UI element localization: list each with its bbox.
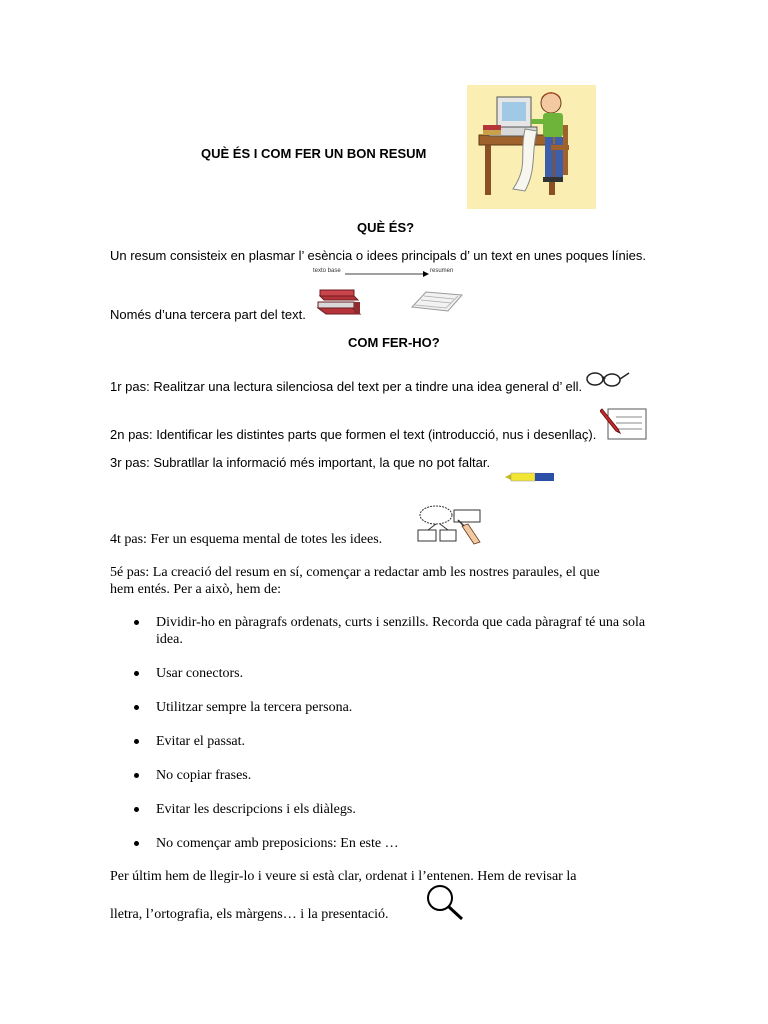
bullet-icon: [134, 705, 139, 710]
tip-text: No començar amb preposicions: En este …: [156, 836, 399, 851]
tip-text: Evitar el passat.: [156, 734, 246, 749]
bullet-icon: [134, 671, 139, 676]
length-note-text: Només d’una tercera part del text.: [110, 307, 306, 322]
step-2-text: 2n pas: Identificar les distintes parts que formen el text (introducció, nus i desenllaç).: [110, 427, 597, 442]
final-text-line-1: Per últim hem de llegir-lo i veure si està clar, ordenat i l’entenen. Hem de revisar la: [110, 869, 577, 884]
mind-map-icon: [414, 504, 484, 546]
page-title: QUÈ ÉS I COM FER UN BON RESUM: [201, 146, 427, 161]
tip-text: Usar conectors.: [156, 666, 244, 681]
list-item: [110, 699, 670, 716]
pencil-note-icon: [600, 405, 648, 441]
arrow-label-from: texto base: [313, 268, 341, 274]
bullet-icon: [134, 620, 139, 625]
bullet-icon: [134, 841, 139, 846]
list-item: [110, 733, 670, 750]
arrow-label-to: resumen: [430, 268, 454, 274]
step-5-text-line-2: hem entés. Per a això, hem de:: [110, 582, 282, 597]
tip-text: Evitar les descripcions i els diàlegs.: [156, 802, 356, 817]
glasses-icon: [585, 369, 631, 389]
final-text-line-2: lletra, l’ortografia, els màrgens… i la presentació.: [110, 907, 389, 922]
list-item: [110, 801, 670, 818]
step-4-text: 4t pas: Fer un esquema mental de totes les idees.: [110, 532, 383, 547]
magnifier-icon: [424, 883, 464, 921]
bullet-icon: [134, 739, 139, 744]
books-icon: [316, 288, 362, 318]
section-heading-what: QUÈ ÉS?: [357, 220, 415, 235]
definition-text: Un resum consisteix en plasmar l’ esència o idees principals d’ un text en unes poques línies.: [110, 248, 646, 263]
arrow-icon: [345, 271, 429, 277]
bullet-icon: [134, 807, 139, 812]
section-heading-how: COM FER-HO?: [348, 335, 440, 350]
step-3-text: 3r pas: Subratllar la informació més important, la que no pot faltar.: [110, 455, 491, 470]
tip-text: Dividir-ho en pàragrafs ordenats, curts i senzills. Recorda que cada pàragraf té una sola idea.: [156, 615, 646, 647]
student-at-computer-image: [467, 85, 596, 209]
step-5-text-line-1: 5é pas: La creació del resum en sí, començar a redactar amb les nostres paraules, el que: [110, 565, 600, 580]
list-item: [110, 767, 670, 784]
list-item: [110, 614, 670, 648]
step-1-text: 1r pas: Realitzar una lectura silenciosa del text per a tindre una idea general d’ ell.: [110, 379, 583, 394]
tip-text: Utilitzar sempre la tercera persona.: [156, 700, 353, 715]
tips-list: [110, 614, 670, 852]
list-item: [110, 835, 670, 852]
list-item: [110, 665, 670, 682]
tip-text: No copiar frases.: [156, 768, 252, 783]
bullet-icon: [134, 773, 139, 778]
highlighter-icon: [505, 472, 555, 482]
papers-icon: [410, 291, 464, 313]
